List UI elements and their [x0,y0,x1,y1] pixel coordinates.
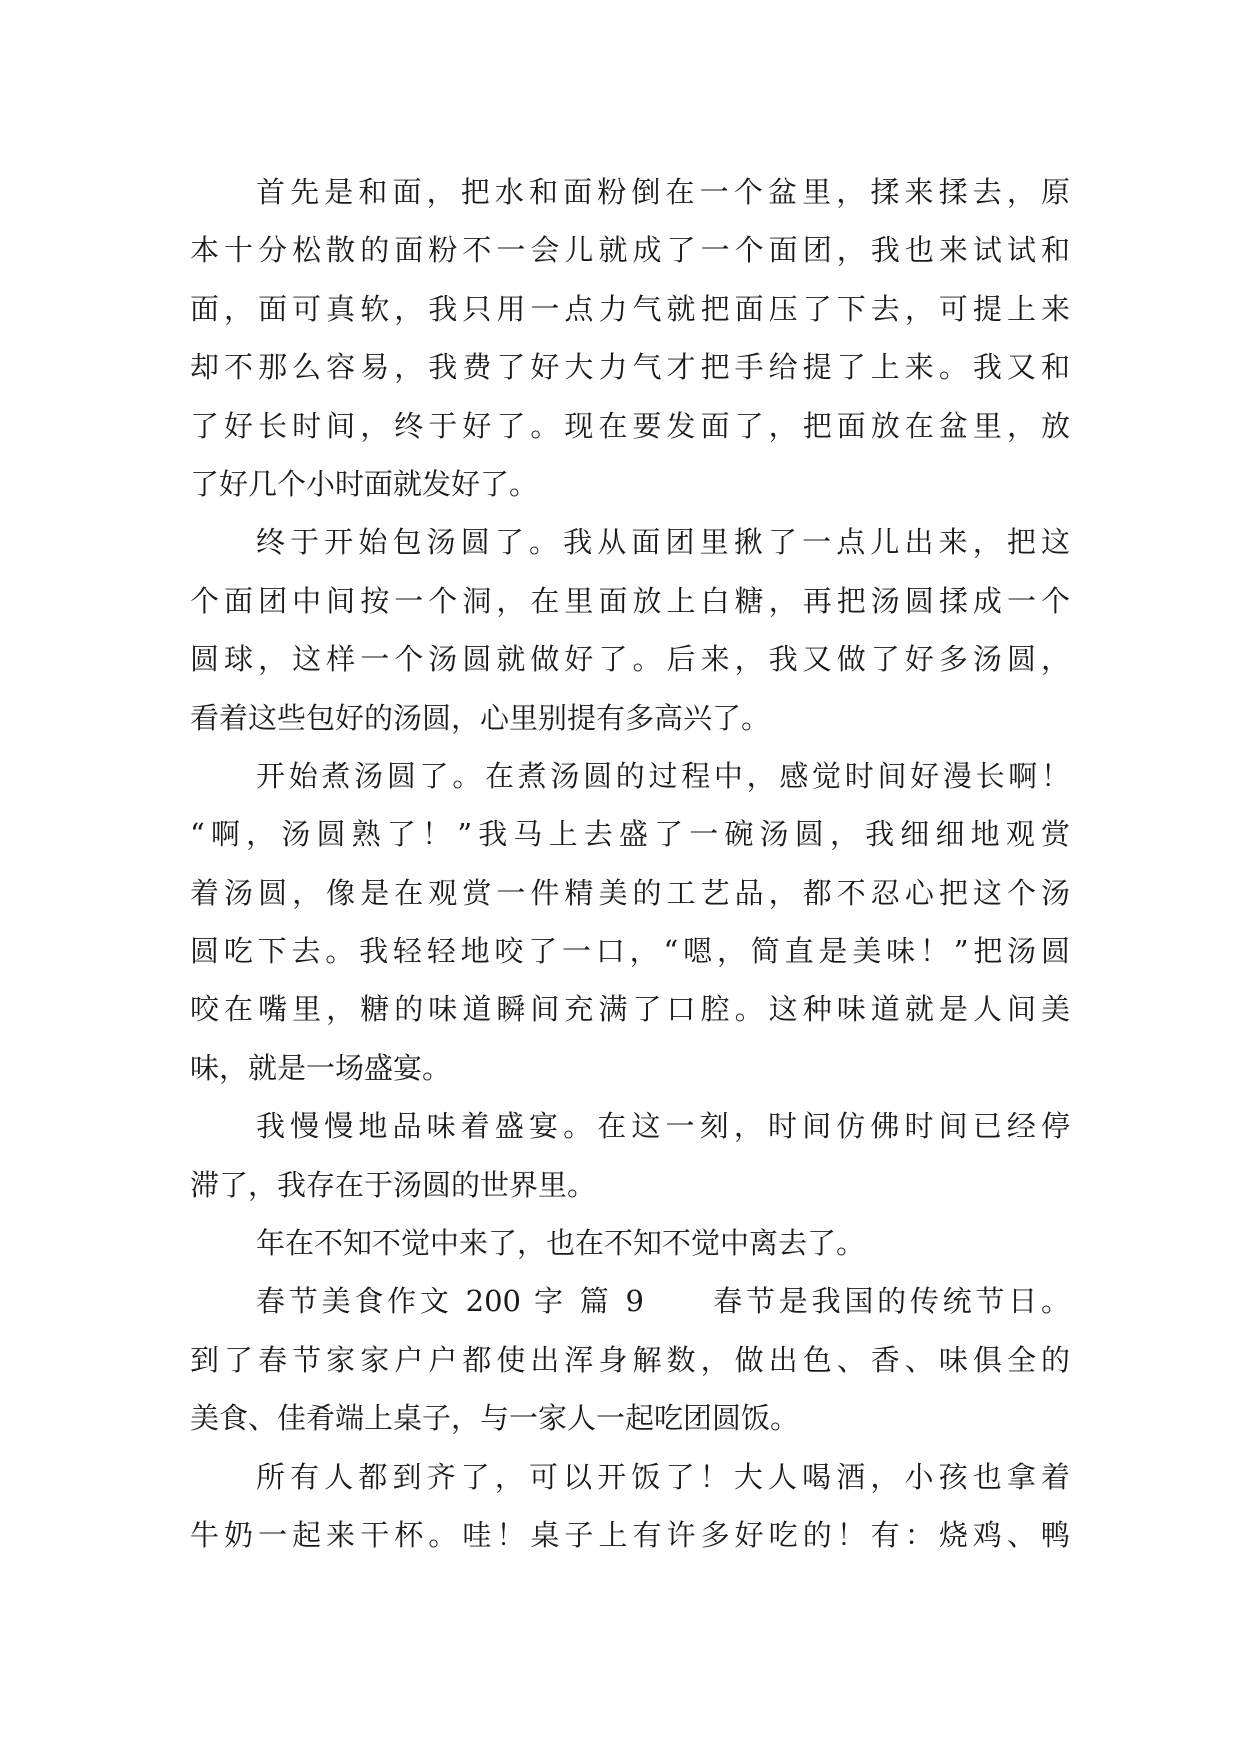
text-line: 开始煮汤圆了。在煮汤圆的过程中，感觉时间好漫长啊！ [256,758,1070,793]
text-line: 味，就是一场盛宴。 [190,1050,452,1085]
section-heading-line: 春节美食作文 200 字 篇 9 春节是我国的传统节日。 [256,1284,1070,1319]
text-line: 着汤圆，像是在观赏一件精美的工艺品，都不忍心把这个汤 [190,875,1070,910]
text-line: 美食、佳肴端上桌子，与一家人一起吃团圆饭。 [190,1401,800,1436]
text-line: 却不那么容易，我费了好大力气才把手给提了上来。我又和 [190,350,1070,385]
text-line: 了好长时间，终于好了。现在要发面了，把面放在盆里，放 [190,408,1070,443]
text-line: 看着这些包好的汤圆，心里别提有多高兴了。 [190,700,771,735]
text-line: 所有人都到齐了，可以开饭了！大人喝酒，小孩也拿着 [256,1459,1070,1494]
text-line: 年在不知不觉中来了，也在不知不觉中离去了。 [256,1226,866,1261]
text-line: 了好几个小时面就发好了。 [190,466,539,501]
text-line: 咬在嘴里，糖的味道瞬间充满了口腔。这种味道就是人间美 [190,992,1070,1027]
text-line: 终于开始包汤圆了。我从面团里揪了一点儿出来，把这 [256,525,1070,560]
document-body [190,163,1070,1564]
text-line: 本十分松散的面粉不一会儿就成了一个面团，我也来试试和 [190,233,1070,268]
text-line: 滞了，我存在于汤圆的世界里。 [190,1167,597,1202]
text-line: 个面团中间按一个洞，在里面放上白糖，再把汤圆揉成一个 [190,583,1070,618]
text-line: 圆球，这样一个汤圆就做好了。后来，我又做了好多汤圆， [190,642,1070,677]
text-line: 圆吃下去。我轻轻地咬了一口，“嗯，简直是美味！”把汤圆 [190,934,1070,969]
text-line: 牛奶一起来干杯。哇！桌子上有许多好吃的！有：烧鸡、鸭 [190,1517,1070,1552]
text-line: 面，面可真软，我只用一点力气就把面压了下去，可提上来 [190,291,1070,326]
text-line: 到了春节家家户户都使出浑身解数，做出色、香、味俱全的 [190,1342,1070,1377]
text-line: 首先是和面，把水和面粉倒在一个盆里，揉来揉去，原 [256,175,1070,209]
text-line: 我慢慢地品味着盛宴。在这一刻，时间仿佛时间已经停 [256,1109,1070,1144]
text-line: “啊，汤圆熟了！”我马上去盛了一碗汤圆，我细细地观赏 [190,817,1070,852]
